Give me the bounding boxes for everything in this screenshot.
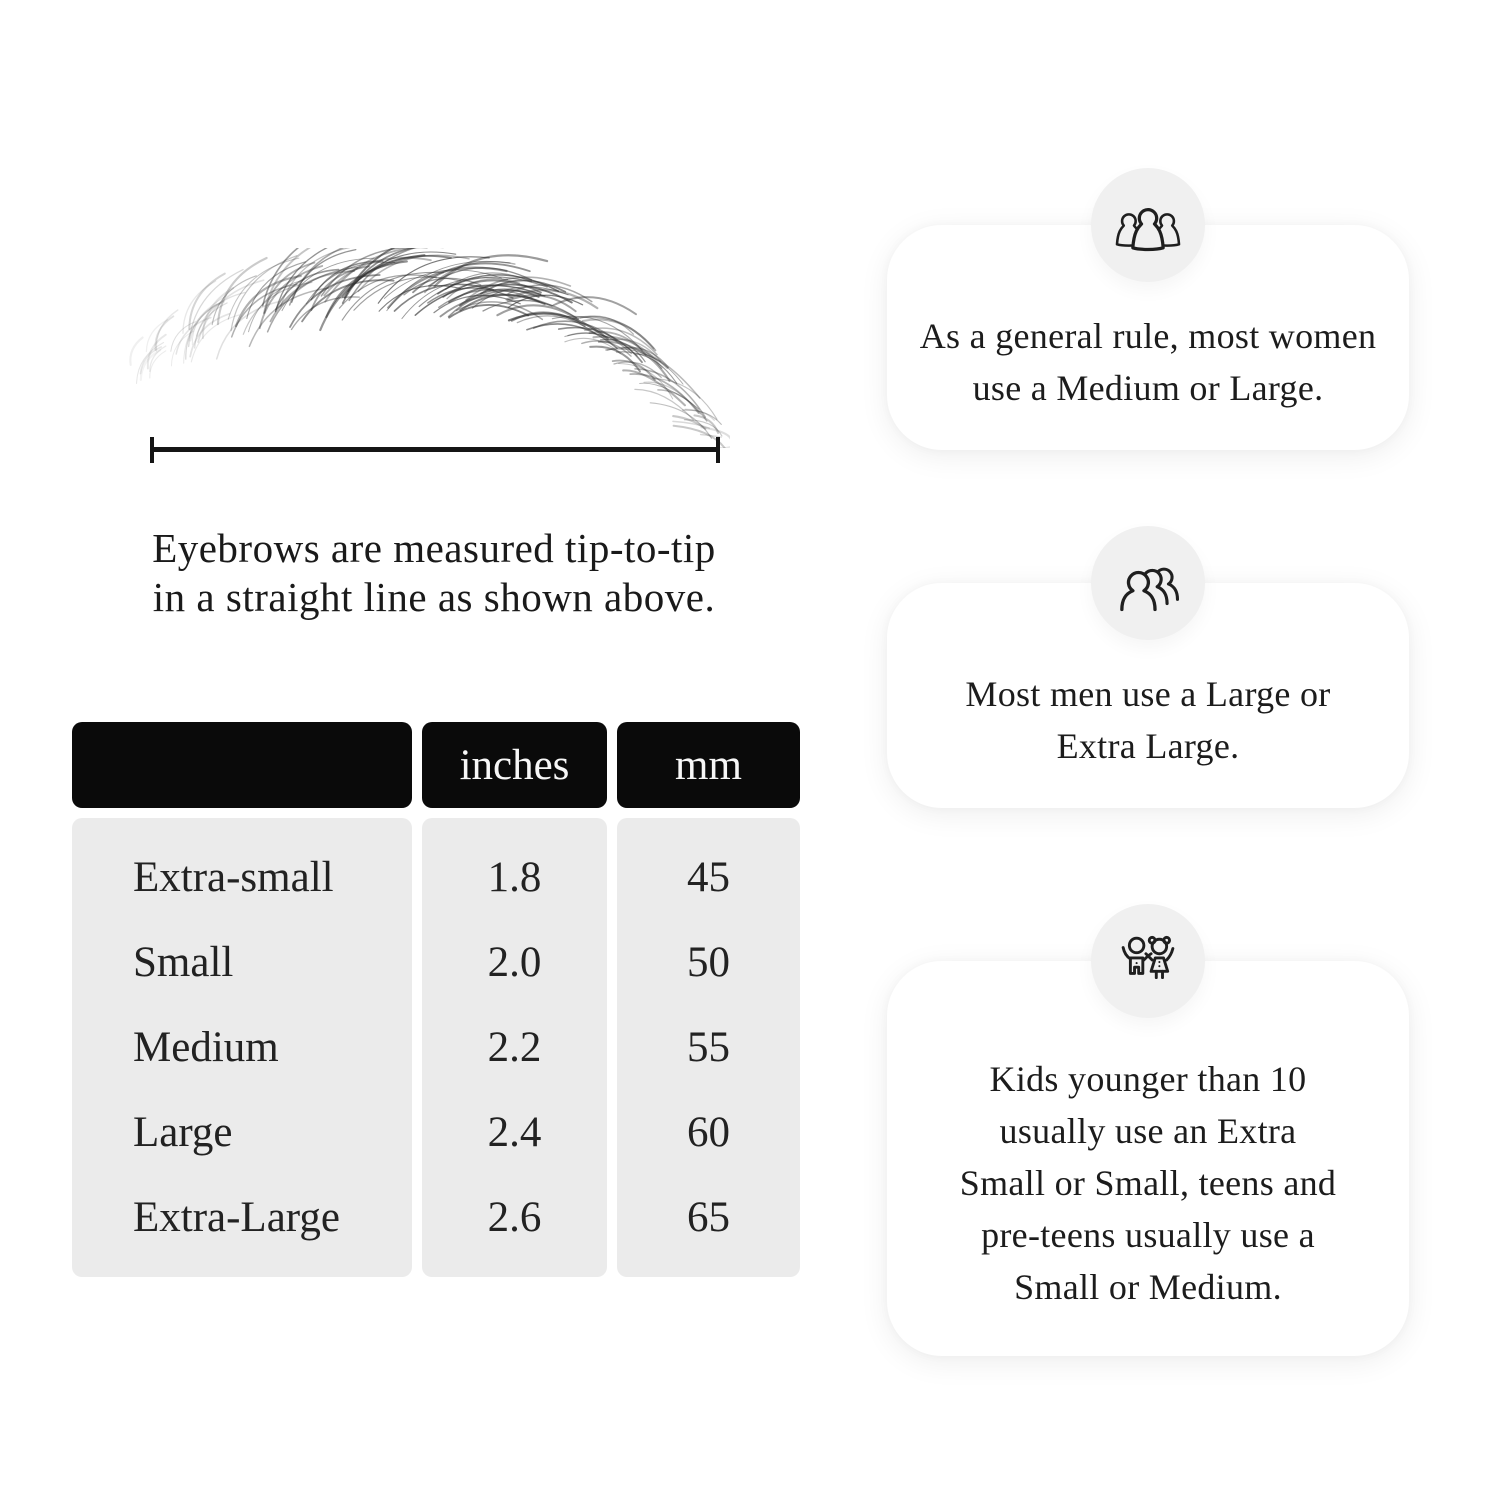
men-recommendation-text: Most men use a Large or Extra Large. bbox=[965, 673, 1331, 766]
mm-value-cell: 50 bbox=[687, 939, 730, 986]
size-column bbox=[72, 818, 412, 1277]
size-label-cell: Extra-Large bbox=[133, 1194, 340, 1241]
measurement-line bbox=[150, 437, 720, 463]
size-label-cell: Small bbox=[133, 939, 234, 986]
mm-value-cell: 65 bbox=[687, 1194, 730, 1241]
table-header-inches: inches bbox=[422, 722, 607, 808]
measurement-caption bbox=[70, 524, 798, 622]
women-group-icon bbox=[1114, 196, 1182, 254]
inches-column bbox=[422, 818, 607, 1277]
kids-recommendation-card bbox=[887, 961, 1409, 1356]
kids-recommendation-text: Kids younger than 10 usually use an Extra Small or Small, teens and pre-teens usually use a Small or Medium. bbox=[959, 1058, 1337, 1307]
size-table-body bbox=[72, 818, 800, 1277]
size-label-cell: Large bbox=[133, 1109, 233, 1156]
inches-value-cell: 2.0 bbox=[487, 939, 542, 986]
mm-value-cell: 60 bbox=[687, 1109, 730, 1156]
caption-line-1: Eyebrows are measured tip-to-tip bbox=[152, 525, 716, 571]
women-recommendation-text: As a general rule, most women use a Medium or Large. bbox=[919, 315, 1377, 408]
mm-column bbox=[617, 818, 800, 1277]
children-icon bbox=[1114, 932, 1182, 990]
caption-line-2: in a straight line as shown above. bbox=[152, 574, 716, 620]
size-table-header bbox=[72, 722, 800, 808]
women-icon-circle bbox=[1091, 168, 1205, 282]
men-icon-circle bbox=[1091, 526, 1205, 640]
men-group-icon bbox=[1114, 554, 1182, 612]
inches-value-cell: 2.4 bbox=[487, 1109, 542, 1156]
size-table bbox=[72, 722, 800, 1277]
kids-icon-circle bbox=[1091, 904, 1205, 1018]
table-header-mm: mm bbox=[617, 722, 800, 808]
mm-value-cell: 55 bbox=[687, 1024, 730, 1071]
inches-value-cell: 1.8 bbox=[487, 854, 542, 901]
inches-value-cell: 2.2 bbox=[487, 1024, 542, 1071]
inches-value-cell: 2.6 bbox=[487, 1194, 542, 1241]
table-header-size bbox=[72, 722, 412, 808]
eyebrow-illustration bbox=[110, 248, 730, 448]
size-label-cell: Medium bbox=[133, 1024, 279, 1071]
size-label-cell: Extra-small bbox=[133, 854, 334, 901]
measurement-bar bbox=[150, 447, 720, 452]
mm-value-cell: 45 bbox=[687, 854, 730, 901]
measurement-tick-right bbox=[716, 437, 720, 463]
